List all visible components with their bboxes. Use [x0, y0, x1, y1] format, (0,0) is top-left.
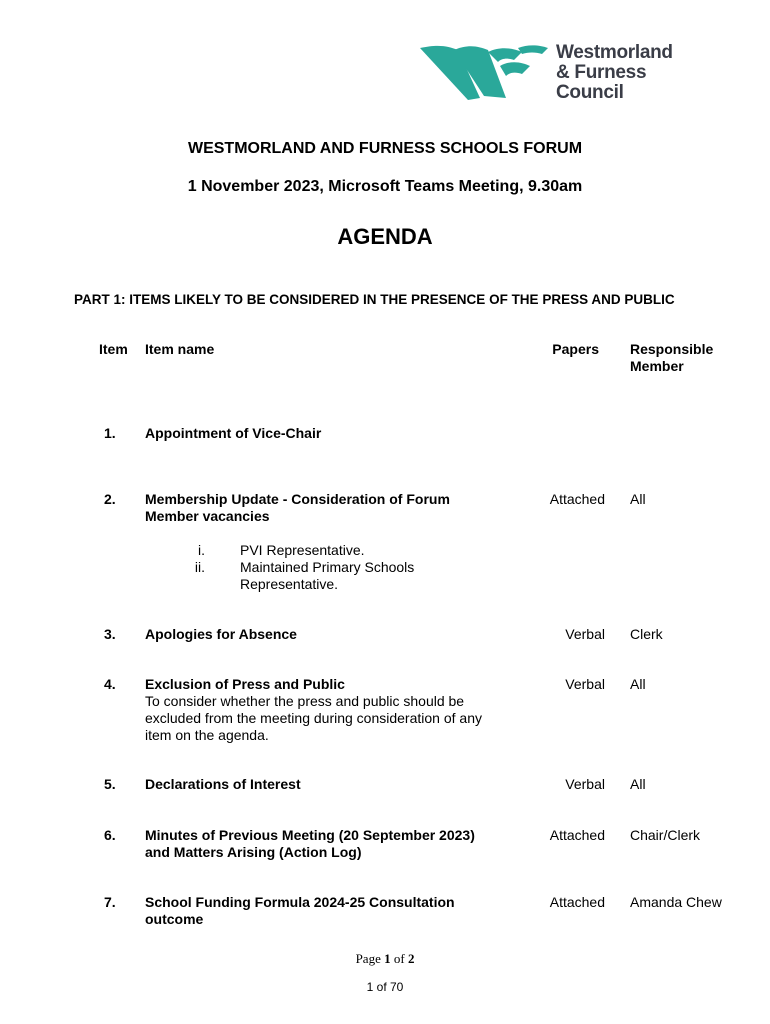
item-papers: Attached: [549, 827, 605, 843]
page-number: 1: [384, 951, 391, 966]
subitem-number: i.: [198, 542, 205, 558]
item-number: 6.: [104, 827, 116, 843]
column-item: Item: [99, 341, 128, 357]
subitem-text: Maintained Primary Schools Representative.: [240, 559, 415, 592]
item-title: Membership Update - Consideration of Forum Member vacancies: [145, 491, 450, 524]
item-title: Exclusion of Press and Public: [145, 676, 345, 692]
page-footer: [0, 951, 770, 967]
item-title: Apologies for Absence: [145, 626, 297, 642]
item-description: To consider whether the press and public should be excluded from the meeting during consideration of any item on the agenda.: [145, 693, 482, 743]
item-title: Appointment of Vice-Chair: [145, 425, 322, 441]
column-item-name: Item name: [145, 341, 215, 357]
item-responsible: Amanda Chew: [630, 894, 722, 910]
pdf-page-counter: 1 of 70: [366, 980, 404, 994]
subitem-number: ii.: [194, 559, 205, 575]
meeting-details: 1 November 2023, Microsoft Teams Meeting, 9.30am: [187, 178, 583, 195]
item-number: 1.: [104, 425, 116, 441]
item-number: 2.: [104, 491, 116, 507]
item-papers: Attached: [549, 894, 605, 910]
item-papers: Attached: [549, 491, 605, 507]
item-number: 4.: [104, 676, 116, 692]
column-papers: Papers: [552, 341, 599, 357]
item-responsible: All: [630, 776, 646, 792]
logo-line-2: & Furness: [556, 62, 647, 83]
council-logo: [418, 40, 688, 106]
item-papers: Verbal: [565, 626, 605, 642]
subitem-text: PVI Representative.: [240, 542, 365, 558]
item-number: 3.: [104, 626, 116, 642]
page-total: 2: [407, 951, 415, 966]
council-wave-emblem: [418, 40, 553, 106]
item-responsible: Chair/Clerk: [630, 827, 701, 843]
subitem: [145, 559, 445, 593]
part1-heading: PART 1: ITEMS LIKELY TO BE CONSIDERED IN THE PRESENCE OF THE PRESS AND PUBLIC: [74, 292, 675, 307]
item-number: 7.: [104, 894, 116, 910]
item-title: Declarations of Interest: [145, 776, 301, 792]
column-responsible: Responsible Member: [630, 341, 714, 374]
item-papers: Verbal: [565, 676, 605, 692]
item-responsible: All: [630, 676, 646, 692]
item-number: 5.: [104, 776, 116, 792]
agenda-heading: AGENDA: [337, 224, 433, 249]
item-title: School Funding Formula 2024-25 Consultation outcome: [145, 894, 455, 927]
page-label: Page: [355, 951, 381, 966]
logo-line-1: Westmorland: [556, 42, 673, 63]
item-responsible: All: [630, 491, 646, 507]
item-responsible: Clerk: [630, 626, 663, 642]
page-of: of: [393, 951, 405, 966]
item-papers: Verbal: [565, 776, 605, 792]
item-title: Minutes of Previous Meeting (20 September 2023) and Matters Arising (Action Log): [145, 827, 475, 860]
forum-title: WESTMORLAND AND FURNESS SCHOOLS FORUM: [187, 140, 583, 157]
logo-line-3: Council: [556, 82, 624, 103]
subitem: [145, 542, 445, 559]
